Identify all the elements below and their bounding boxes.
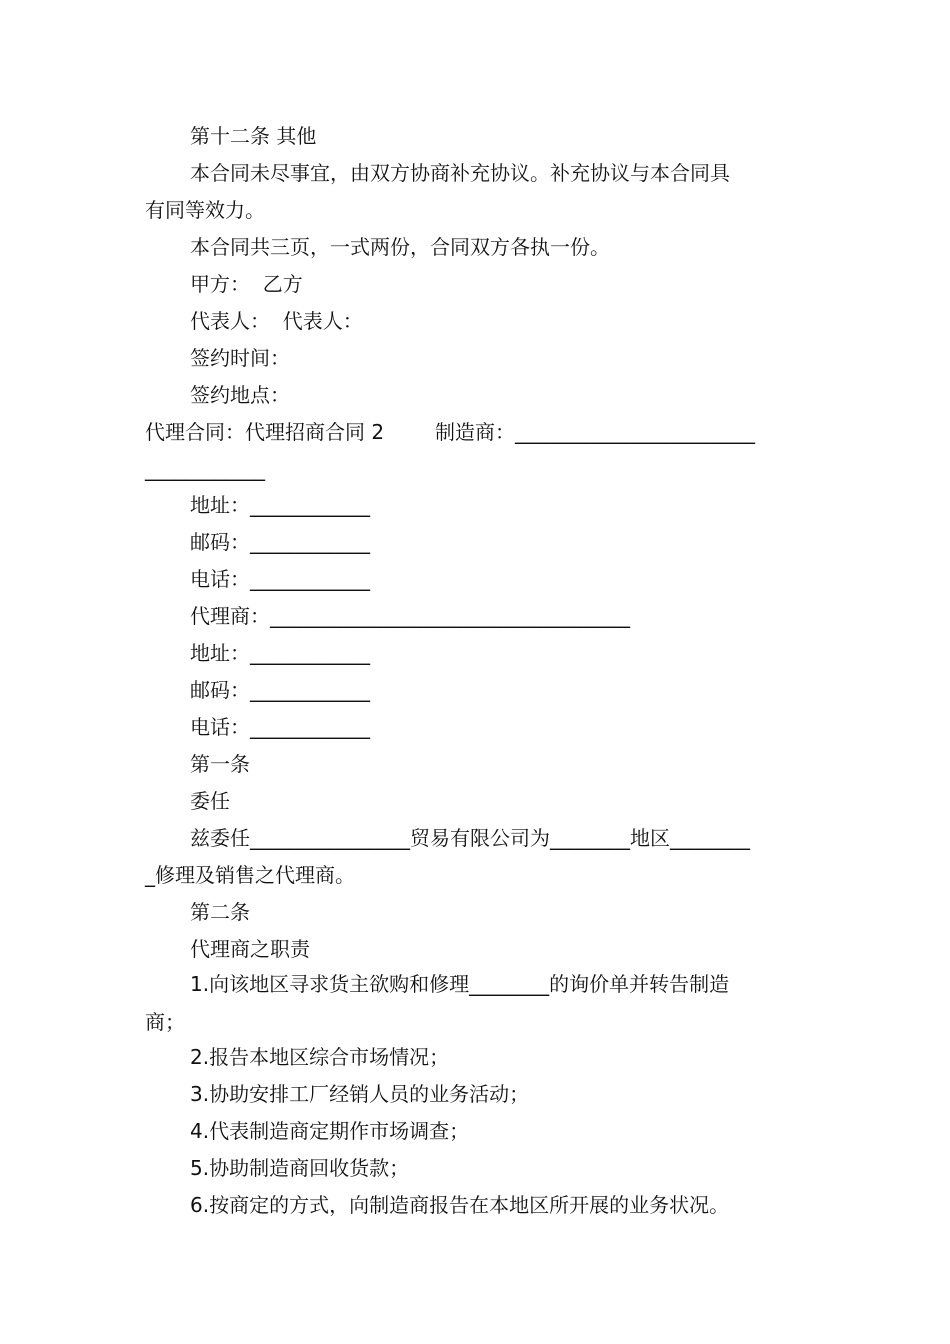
article-1-title: 委任 (190, 789, 230, 813)
duty-item-1-cont: 商； (145, 1010, 185, 1034)
postcode-field: 邮码：____________ (190, 678, 370, 702)
agent-field: 代理商：____________________________________ (190, 604, 630, 628)
phone-field: 电话：____________ (190, 567, 370, 591)
article-2-title: 代理商之职责 (190, 937, 310, 961)
article-2-heading: 第二条 (190, 900, 250, 924)
address-field: 地址：____________ (190, 493, 370, 517)
article-1-heading: 第一条 (190, 752, 250, 776)
contract-title-line: 代理合同：代理招商合同 2 制造商：________________________ (145, 420, 755, 444)
phone-field: 电话：____________ (190, 715, 370, 739)
appointment-line: 兹委任________________贸易有限公司为________地区________ (190, 826, 750, 850)
signing-time-line: 签约时间： (190, 346, 290, 370)
paragraph-line: 有同等效力。 (145, 198, 265, 222)
blank-line: ____________ (145, 457, 265, 481)
duty-item-5: 5.协助制造商回收货款； (190, 1156, 410, 1180)
party-line: 甲方： 乙方 (190, 272, 303, 296)
duty-item-1: 1.向该地区寻求货主欲购和修理________的询价单并转告制造 (190, 972, 730, 996)
postcode-field: 邮码：____________ (190, 530, 370, 554)
representative-line: 代表人： 代表人： (190, 309, 363, 333)
signing-place-line: 签约地点： (190, 383, 290, 407)
paragraph-line: 本合同未尽事宜，由双方协商补充协议。补充协议与本合同具 (190, 161, 730, 185)
duty-item-6: 6.按商定的方式，向制造商报告在本地区所开展的业务状况。 (190, 1193, 730, 1217)
address-field: 地址：____________ (190, 641, 370, 665)
section-heading-12: 第十二条 其他 (190, 124, 317, 148)
duty-item-2: 2.报告本地区综合市场情况； (190, 1045, 450, 1069)
duty-item-4: 4.代表制造商定期作市场调查； (190, 1119, 470, 1143)
duty-item-3: 3.协助安排工厂经销人员的业务活动； (190, 1082, 530, 1106)
paragraph-line: 本合同共三页，一式两份，合同双方各执一份。 (190, 235, 610, 259)
appointment-line-cont: _修理及销售之代理商。 (145, 863, 355, 887)
